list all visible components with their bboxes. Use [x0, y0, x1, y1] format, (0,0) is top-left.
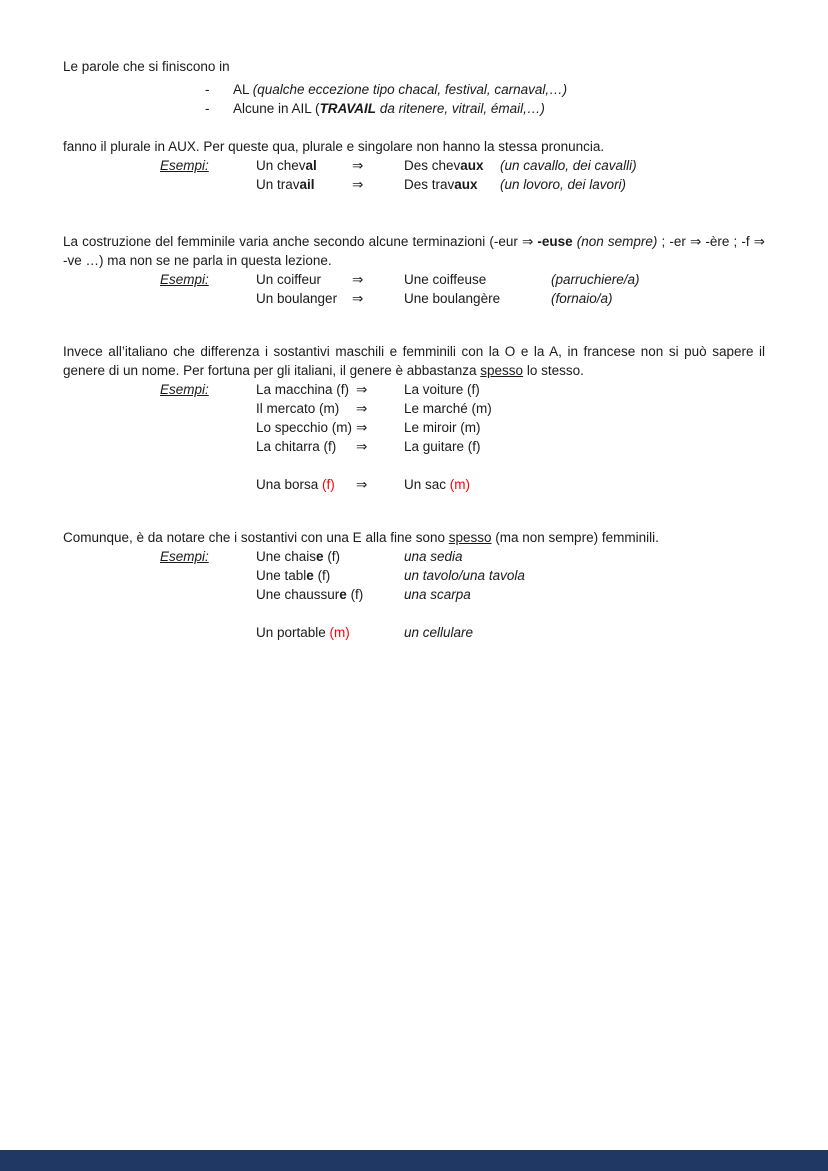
paragraph-gender: Invece all’italiano che differenza i sostantivi maschili e femminili con la O e la A, in francese non si può sapere il genere di un nome. Per fortuna per gli italiani, il genere è abbastanza spesso lo stesso.	[63, 344, 765, 378]
examples-table-aux	[160, 156, 765, 194]
empty-cell	[160, 623, 256, 642]
arrow-icon: ⇒	[352, 272, 364, 287]
word-cell: La guitare (f)	[404, 439, 481, 454]
arrow-icon: ⇒	[356, 382, 368, 397]
bullet-item	[205, 99, 765, 118]
empty-cell	[160, 289, 256, 308]
esempi-label: Esempi:	[160, 382, 209, 397]
word-cell: Une chaussure (f)	[256, 587, 364, 602]
arrow-icon: ⇒	[352, 291, 364, 306]
arrow-icon: ⇒	[356, 477, 368, 492]
esempi-label: Esempi:	[160, 549, 209, 564]
blank-line	[160, 456, 765, 475]
word-cell: Un sac (m)	[404, 477, 471, 492]
paragraph-intro: Le parole che si finiscono in	[63, 59, 230, 74]
translation-cell: (fornaio/a)	[551, 291, 613, 306]
word-cell: Une chaise (f)	[256, 549, 341, 564]
word-cell: Une coiffeuse	[404, 272, 487, 287]
word-cell: Une boulangère	[404, 291, 501, 306]
bullet-marker: -	[205, 82, 210, 97]
empty-cell	[160, 175, 256, 194]
word-cell: Le marché (m)	[404, 401, 492, 416]
word-cell: Un travail	[256, 177, 315, 192]
word-cell: Des chevaux	[404, 158, 484, 173]
paragraph-feminine-endings: La costruzione del femminile varia anche secondo alcune terminazioni (-eur ⇒ -euse (non sempre) ; -er ⇒ -ère ; -f ⇒ -ve …) ma non se ne parla in questa lezione.	[63, 234, 765, 268]
empty-cell	[160, 585, 256, 604]
translation-cell: una sedia	[404, 549, 463, 564]
arrow-icon: ⇒	[356, 401, 368, 416]
arrow-icon: ⇒	[356, 420, 368, 435]
word-cell: Lo specchio (m)	[256, 420, 353, 435]
blank-line	[160, 604, 765, 623]
empty-cell	[160, 418, 256, 437]
empty-cell	[160, 566, 256, 585]
bullet-text-ail: Alcune in AIL (TRAVAIL da ritenere, vitrail, émail,…)	[233, 101, 545, 116]
word-cell: Un cheval	[256, 158, 317, 173]
empty-cell	[160, 475, 256, 494]
bullet-text-al: AL (qualche eccezione tipo chacal, festival, carnaval,…)	[233, 82, 568, 97]
word-cell: Le miroir (m)	[404, 420, 481, 435]
arrow-icon: ⇒	[356, 439, 368, 454]
word-cell: Il mercato (m)	[256, 401, 340, 416]
page-bottom-bar	[0, 1150, 828, 1171]
examples-table-gender	[160, 380, 765, 494]
esempi-label: Esempi:	[160, 158, 209, 173]
word-cell: La voiture (f)	[404, 382, 480, 397]
paragraph-e-ending: Comunque, è da notare che i sostantivi con una E alla fine sono spesso (ma non sempre) femminili.	[63, 530, 659, 545]
bullet-item	[205, 80, 765, 99]
bullet-marker: -	[205, 101, 210, 116]
translation-cell: un tavolo/una tavola	[404, 568, 525, 583]
esempi-label: Esempi:	[160, 272, 209, 287]
word-cell: Des travaux	[404, 177, 478, 192]
word-cell: Un coiffeur	[256, 272, 322, 287]
translation-cell: un cellulare	[404, 625, 474, 640]
empty-cell	[160, 437, 256, 456]
word-cell: La chitarra (f)	[256, 439, 337, 454]
bullet-list	[205, 80, 765, 118]
word-cell: Una borsa (f)	[256, 477, 335, 492]
examples-table-e-ending	[160, 547, 765, 642]
arrow-icon: ⇒	[352, 177, 364, 192]
translation-cell: (un cavallo, dei cavalli)	[500, 158, 637, 173]
empty-cell	[160, 399, 256, 418]
translation-cell: una scarpa	[404, 587, 471, 602]
translation-cell: (parruchiere/a)	[551, 272, 640, 287]
paragraph-plural-aux: fanno il plurale in AUX. Per queste qua, plurale e singolare non hanno la stessa pronuncia.	[63, 139, 605, 154]
word-cell: Un boulanger	[256, 291, 338, 306]
word-cell: Une table (f)	[256, 568, 331, 583]
translation-cell: (un lovoro, dei lavori)	[500, 177, 627, 192]
examples-table-feminine	[160, 270, 765, 308]
word-cell: Un portable (m)	[256, 625, 350, 640]
word-cell: La macchina (f)	[256, 382, 350, 397]
arrow-icon: ⇒	[352, 158, 364, 173]
